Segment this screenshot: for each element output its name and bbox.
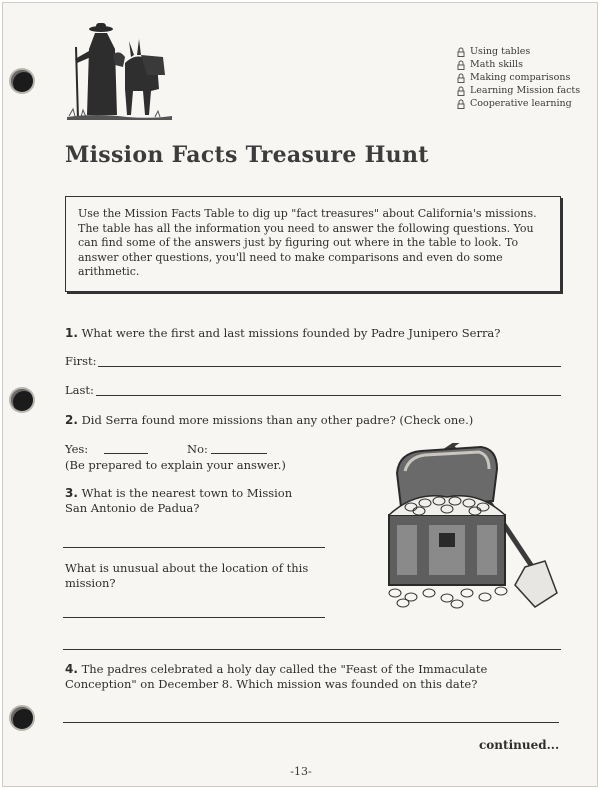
skill-label: Math skills	[470, 59, 523, 70]
question-number: 4.	[65, 662, 78, 676]
question-number: 2.	[65, 413, 78, 427]
page-title: Mission Facts Treasure Hunt	[65, 142, 429, 168]
question-number: 3.	[65, 486, 78, 500]
question-1	[65, 326, 500, 341]
skill-item	[456, 98, 596, 110]
skill-item	[456, 59, 596, 71]
question-4	[65, 662, 487, 692]
explain-note: (Be prepared to explain your answer.)	[65, 458, 286, 472]
skills-list	[456, 46, 596, 111]
skill-label: Cooperative learning	[470, 98, 572, 109]
treasure-chest-illustration	[375, 443, 565, 611]
skill-item	[456, 46, 596, 58]
skill-label: Learning Mission facts	[470, 85, 581, 96]
last-label: Last:	[65, 383, 94, 397]
unusual-location-answer-line-2[interactable]	[63, 649, 561, 650]
lock-icon	[456, 99, 466, 109]
yes-check-line[interactable]	[104, 453, 148, 454]
question-3-followup	[65, 561, 308, 591]
lock-icon	[456, 73, 466, 83]
question-text: Did Serra found more missions than any other padre? (Check one.)	[81, 413, 474, 427]
binder-hole	[11, 70, 33, 92]
question-3	[65, 486, 292, 516]
skill-label: Making comparisons	[470, 72, 571, 83]
page-number: -13-	[290, 765, 312, 778]
lock-icon	[456, 86, 466, 96]
unusual-location-answer-line-1[interactable]	[63, 617, 325, 618]
skill-item	[456, 85, 596, 97]
no-check-line[interactable]	[211, 453, 267, 454]
lock-icon	[456, 60, 466, 70]
feast-mission-answer-line[interactable]	[63, 722, 559, 723]
instructions-box: Use the Mission Facts Table to dig up "fact treasures" about California's missions. The table has all the information you need to answer the following questions. You can find some of the answers just by figuring out where in the table to look. To answer other questions, you'll need to make comparisons and even do some arithmetic.	[65, 196, 561, 292]
question-number: 1.	[65, 326, 78, 340]
question-2	[65, 413, 473, 428]
last-mission-answer-line[interactable]	[96, 395, 561, 396]
question-text-line-2: Conception" on December 8. Which mission was founded on this date?	[65, 677, 478, 691]
question-text-line-1: What is the nearest town to Mission	[81, 486, 293, 500]
first-label: First:	[65, 354, 97, 368]
padre-donkey-illustration	[67, 19, 177, 123]
yes-label: Yes:	[65, 442, 89, 456]
question-text-line-1: The padres celebrated a holy day called the "Feast of the Immaculate	[81, 662, 488, 676]
first-mission-answer-line[interactable]	[98, 366, 561, 367]
lock-icon	[456, 47, 466, 57]
no-label: No:	[187, 442, 208, 456]
continued-label: continued...	[479, 738, 560, 752]
question-text: What were the first and last missions founded by Padre Junipero Serra?	[81, 326, 501, 340]
question-text-line-2: San Antonio de Padua?	[65, 501, 200, 515]
worksheet-page	[2, 2, 598, 787]
followup-text-line-1: What is unusual about the location of this	[65, 561, 309, 575]
binder-hole	[11, 389, 33, 411]
skill-item	[456, 72, 596, 84]
binder-hole	[11, 707, 33, 729]
followup-text-line-2: mission?	[65, 576, 116, 590]
skill-label: Using tables	[470, 46, 531, 57]
nearest-town-answer-line[interactable]	[63, 547, 325, 548]
